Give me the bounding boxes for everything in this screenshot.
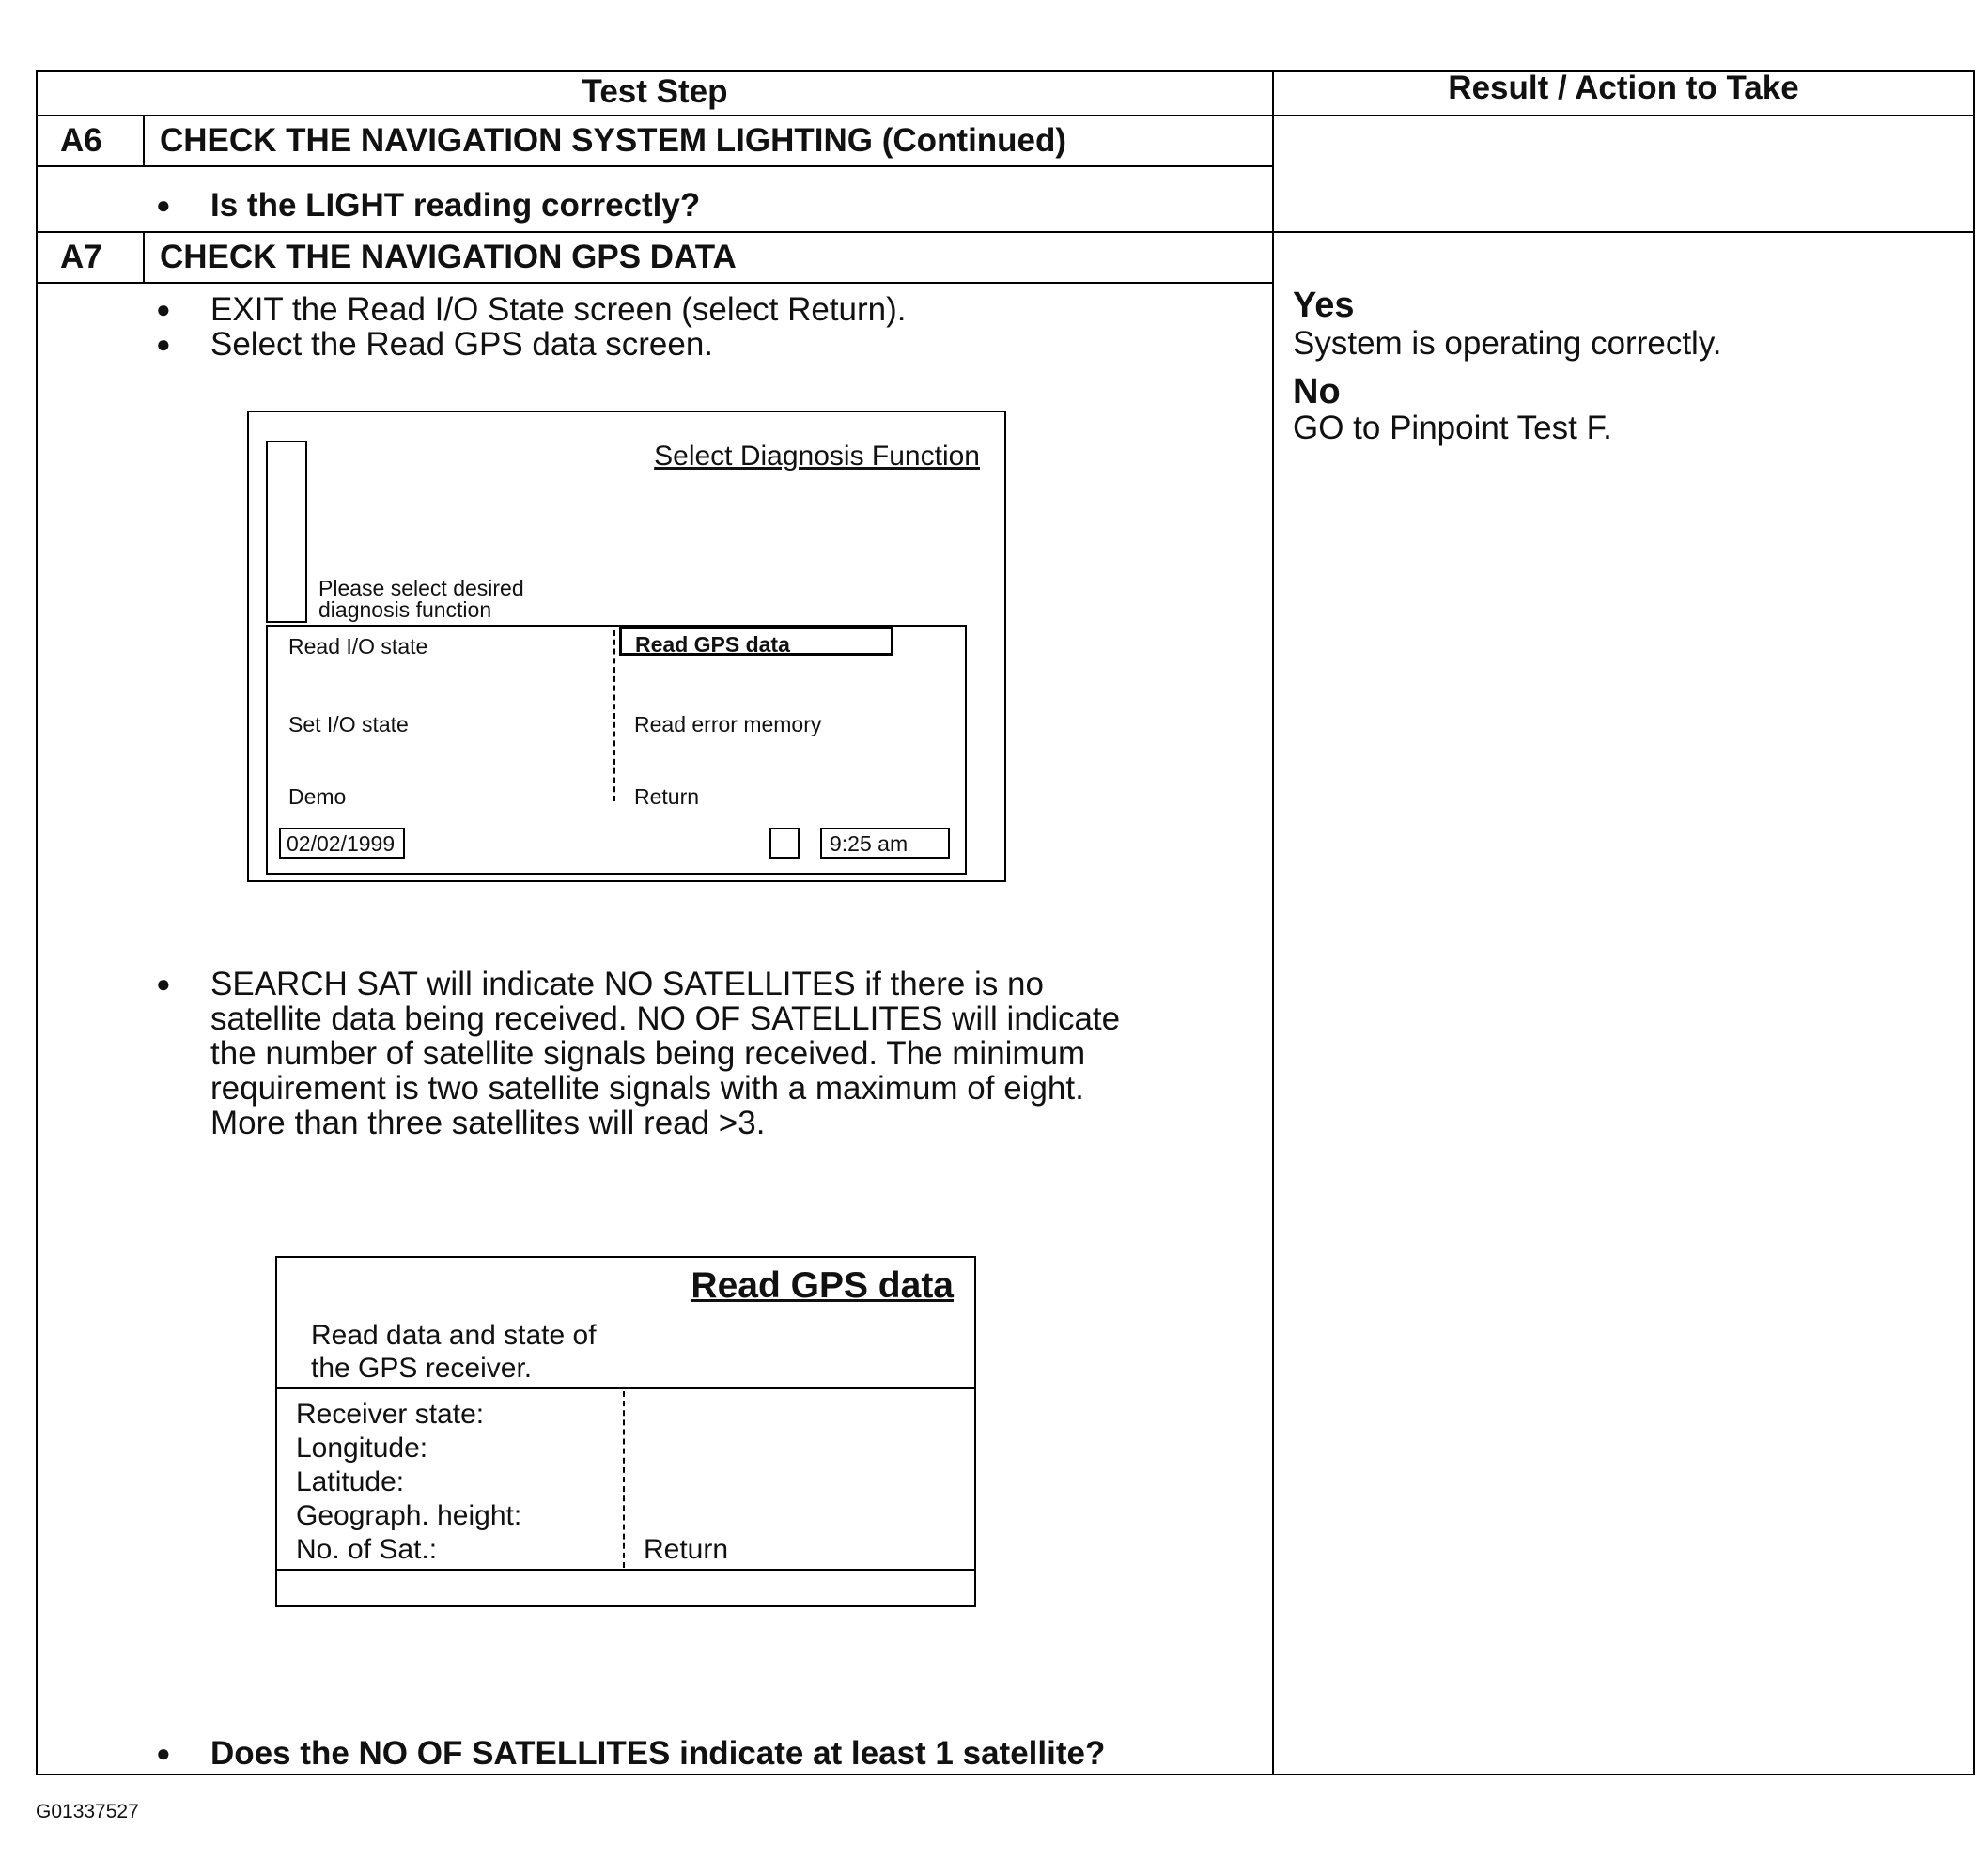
menu-read-error-memory[interactable]: Read error memory (634, 712, 822, 736)
header-test-step: Test Step (582, 73, 728, 110)
gps-desc-line2: the GPS receiver. (311, 1353, 533, 1384)
gps-field-longitude: Longitude: (296, 1433, 428, 1464)
a6-question (156, 188, 700, 223)
gps-column-divider (623, 1391, 625, 1568)
date-field: 02/02/1999 (279, 828, 405, 859)
step-id-a7: A7 (60, 239, 102, 275)
note-line-3: the number of satellite signals being received. The minimum (210, 1035, 1086, 1072)
result-yes-action: System is operating correctly. (1293, 325, 1722, 362)
a7-bullet-2 (156, 327, 713, 362)
bullet-dot-icon: ● (156, 330, 171, 358)
result-no-label: No (1293, 372, 1341, 411)
note-line-4: requirement is two satellite signals with a maximum of eight. (210, 1070, 1084, 1107)
a7-question-text: Does the NO OF SATELLITES indicate at least 1 satellite? (210, 1735, 1106, 1772)
status-indicator (769, 828, 800, 859)
diagnosis-prompt-line2: diagnosis function (318, 597, 492, 622)
header-result-action: Result / Action to Take (1448, 70, 1799, 106)
gps-screen (275, 1256, 976, 1607)
gps-desc-line1: Read data and state of (311, 1320, 597, 1351)
a7-bullet-2-text: Select the Read GPS data screen. (210, 326, 714, 363)
figure-code: G01337527 (36, 1801, 139, 1822)
time-field: 9:25 am (820, 828, 950, 859)
a7-bullet-1 (156, 292, 907, 327)
note-line-5: More than three satellites will read >3. (210, 1105, 766, 1141)
menu-demo[interactable]: Demo (288, 784, 347, 809)
menu-divider (613, 630, 615, 801)
gps-field-latitude: Latitude: (296, 1466, 405, 1497)
menu-return[interactable]: Return (634, 784, 700, 809)
gps-field-geograph-height: Geograph. height: (296, 1500, 522, 1531)
gps-footer-divider (277, 1569, 974, 1571)
note-line-1: SEARCH SAT will indicate NO SATELLITES if there is no (210, 966, 1044, 1002)
gps-field-receiver-state: Receiver state: (296, 1399, 485, 1430)
gps-header-divider (277, 1387, 974, 1389)
screen-side-bar (266, 441, 307, 623)
note-line-2: satellite data being received. NO OF SATELLITES will indicate (210, 1000, 1121, 1037)
step-title-a6: CHECK THE NAVIGATION SYSTEM LIGHTING (Continued) (160, 122, 1067, 159)
menu-set-io-state[interactable]: Set I/O state (288, 712, 409, 736)
a7-bullet-1-text: EXIT the Read I/O State screen (select Return). (210, 291, 907, 328)
diagnosis-screen (247, 411, 1006, 882)
step-id-a6: A6 (60, 122, 102, 159)
result-no-action: GO to Pinpoint Test F. (1293, 410, 1612, 446)
a7-satellite-note (156, 967, 1244, 1140)
bullet-dot-icon: ● (156, 191, 171, 219)
bullet-dot-icon: ● (156, 295, 171, 323)
result-yes-label: Yes (1293, 286, 1355, 325)
diagnosis-menu-panel (266, 625, 967, 875)
diagnosis-screen-title: Select Diagnosis Function (654, 441, 980, 472)
diagnosis-prompt-line1: Please select desired (318, 576, 524, 600)
a7-question (156, 1736, 1105, 1771)
gps-return-button[interactable]: Return (644, 1534, 729, 1565)
menu-read-gps-data[interactable]: Read GPS data (619, 627, 893, 656)
a6-question-text: Is the LIGHT reading correctly? (210, 187, 701, 224)
bullet-dot-icon: ● (156, 1739, 171, 1767)
bullet-dot-icon: ● (156, 969, 171, 998)
gps-field-no-of-sat: No. of Sat.: (296, 1534, 438, 1565)
step-title-a7: CHECK THE NAVIGATION GPS DATA (160, 239, 737, 275)
gps-screen-title: Read GPS data (691, 1265, 954, 1306)
menu-read-io-state[interactable]: Read I/O state (288, 634, 428, 659)
